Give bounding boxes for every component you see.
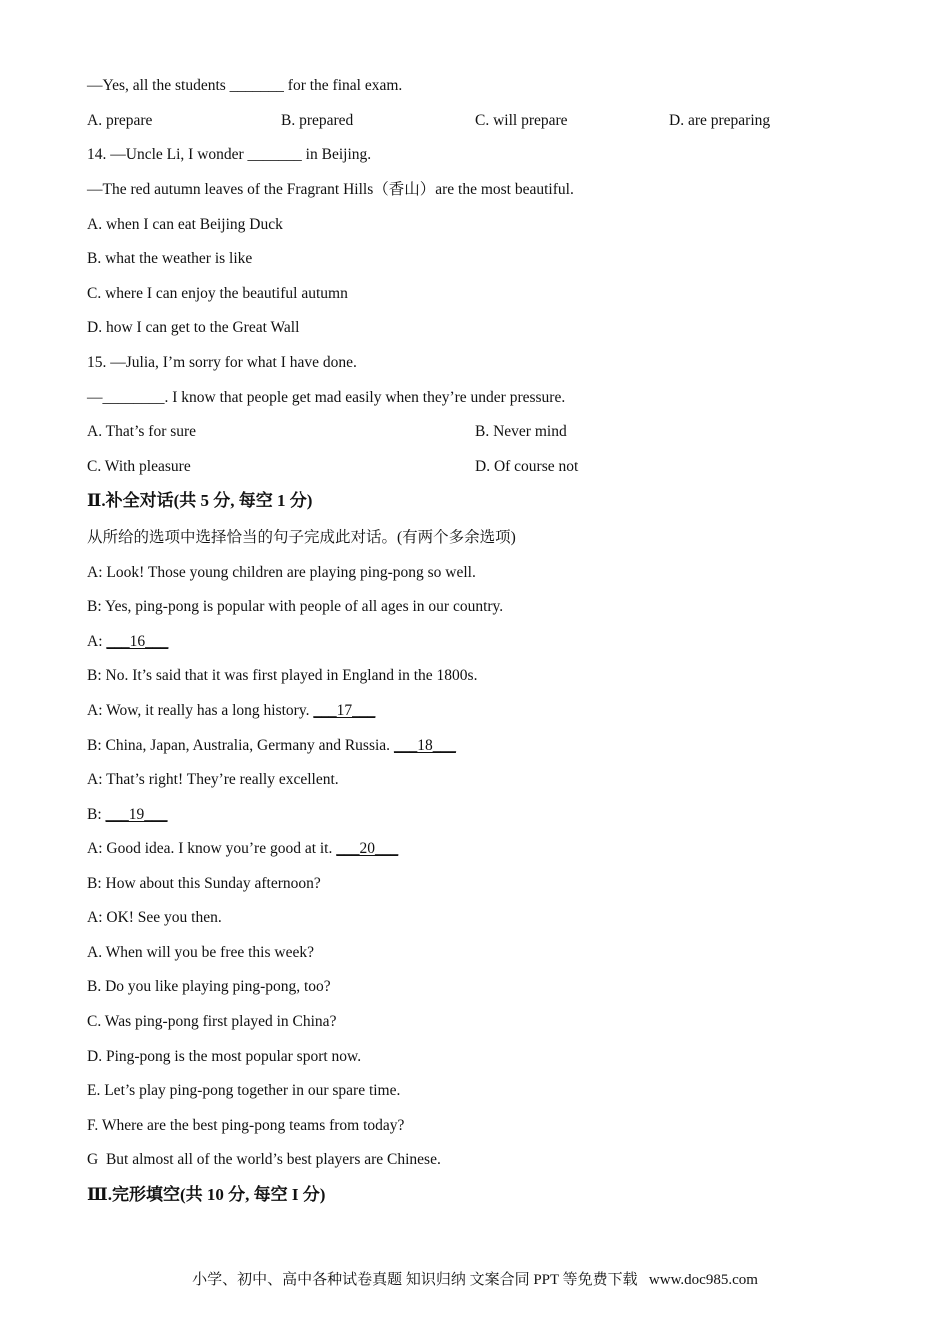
choice-c: C. Was ping-pong first played in China? <box>87 1013 337 1030</box>
q14-option-c: C. where I can enjoy the beautiful autumn <box>87 285 348 302</box>
dialogue-text: A: Good idea. I know you’re good at it. <box>87 840 337 857</box>
q15-reply: —________. I know that people get mad easily when they’re under pressure. <box>87 389 566 406</box>
q15-option-c: C. With pleasure <box>87 458 191 475</box>
dialogue-line: B: How about this Sunday afternoon? <box>87 875 321 892</box>
q14-option-a: A. when I can eat Beijing Duck <box>87 216 283 233</box>
choice-g: G But almost all of the world’s best players are Chinese. <box>87 1151 441 1168</box>
q13-option-b: B. prepared <box>281 112 354 129</box>
dialogue-text: A: Wow, it really has a long history. <box>87 702 314 719</box>
dialogue-line <box>87 805 168 825</box>
q13-option-d: D. are preparing <box>669 112 771 129</box>
choice-f: F. Where are the best ping-pong teams from today? <box>87 1117 405 1134</box>
q14-option-b: B. what the weather is like <box>87 250 253 267</box>
dialogue-line: A: That’s right! They’re really excellent. <box>87 771 339 788</box>
choice-e: E. Let’s play ping-pong together in our spare time. <box>87 1082 401 1099</box>
q13-option-c: C. will prepare <box>475 112 568 129</box>
section3-heading: Ⅲ.完形填空(共 10 分, 每空 I 分) <box>87 1185 326 1204</box>
dialogue-line: A: OK! See you then. <box>87 909 222 926</box>
section2-instruction: 从所给的选项中选择恰当的句子完成此对话。(有两个多余选项) <box>87 529 516 546</box>
q13-reply: —Yes, all the students _______ for the final exam. <box>87 77 403 94</box>
choice-d: D. Ping-pong is the most popular sport now. <box>87 1048 362 1065</box>
choice-b: B. Do you like playing ping-pong, too? <box>87 978 331 995</box>
dialogue-line <box>87 839 398 859</box>
q13-option-a: A. prepare <box>87 112 153 129</box>
q14-reply: —The red autumn leaves of the Fragrant Hills（香山）are the most beautiful. <box>87 181 574 198</box>
dialogue-line <box>87 736 456 756</box>
dialogue-text: B: <box>87 806 106 823</box>
blank-19: ___19___ <box>105 806 168 823</box>
blank-17: ___17___ <box>313 702 376 719</box>
q15-option-a: A. That’s for sure <box>87 423 197 440</box>
dialogue-line: B: Yes, ping-pong is popular with people of all ages in our country. <box>87 598 504 615</box>
blank-20: ___20___ <box>336 840 399 857</box>
q15-stem: 15. —Julia, I’m sorry for what I have done. <box>87 354 357 371</box>
q15-option-b: B. Never mind <box>475 423 567 440</box>
q15-option-d: D. Of course not <box>475 458 579 475</box>
choice-a: A. When will you be free this week? <box>87 944 314 961</box>
page-footer: 小学、初中、高中各种试卷真题 知识归纳 文案合同 PPT 等免费下载 www.doc985.com <box>192 1272 758 1288</box>
q14-option-d: D. how I can get to the Great Wall <box>87 319 300 336</box>
section2-heading: Ⅱ.补全对话(共 5 分, 每空 1 分) <box>87 491 313 510</box>
blank-16: ___16___ <box>106 633 169 650</box>
dialogue-line: B: No. It’s said that it was first played in England in the 1800s. <box>87 667 478 684</box>
dialogue-line <box>87 701 375 721</box>
dialogue-text: B: China, Japan, Australia, Germany and Russia. <box>87 737 394 754</box>
dialogue-line <box>87 632 168 652</box>
dialogue-line: A: Look! Those young children are playing ping-pong so well. <box>87 564 476 581</box>
blank-18: ___18___ <box>393 737 456 754</box>
q14-stem: 14. —Uncle Li, I wonder _______ in Beijing. <box>87 146 372 163</box>
dialogue-text: A: <box>87 633 107 650</box>
